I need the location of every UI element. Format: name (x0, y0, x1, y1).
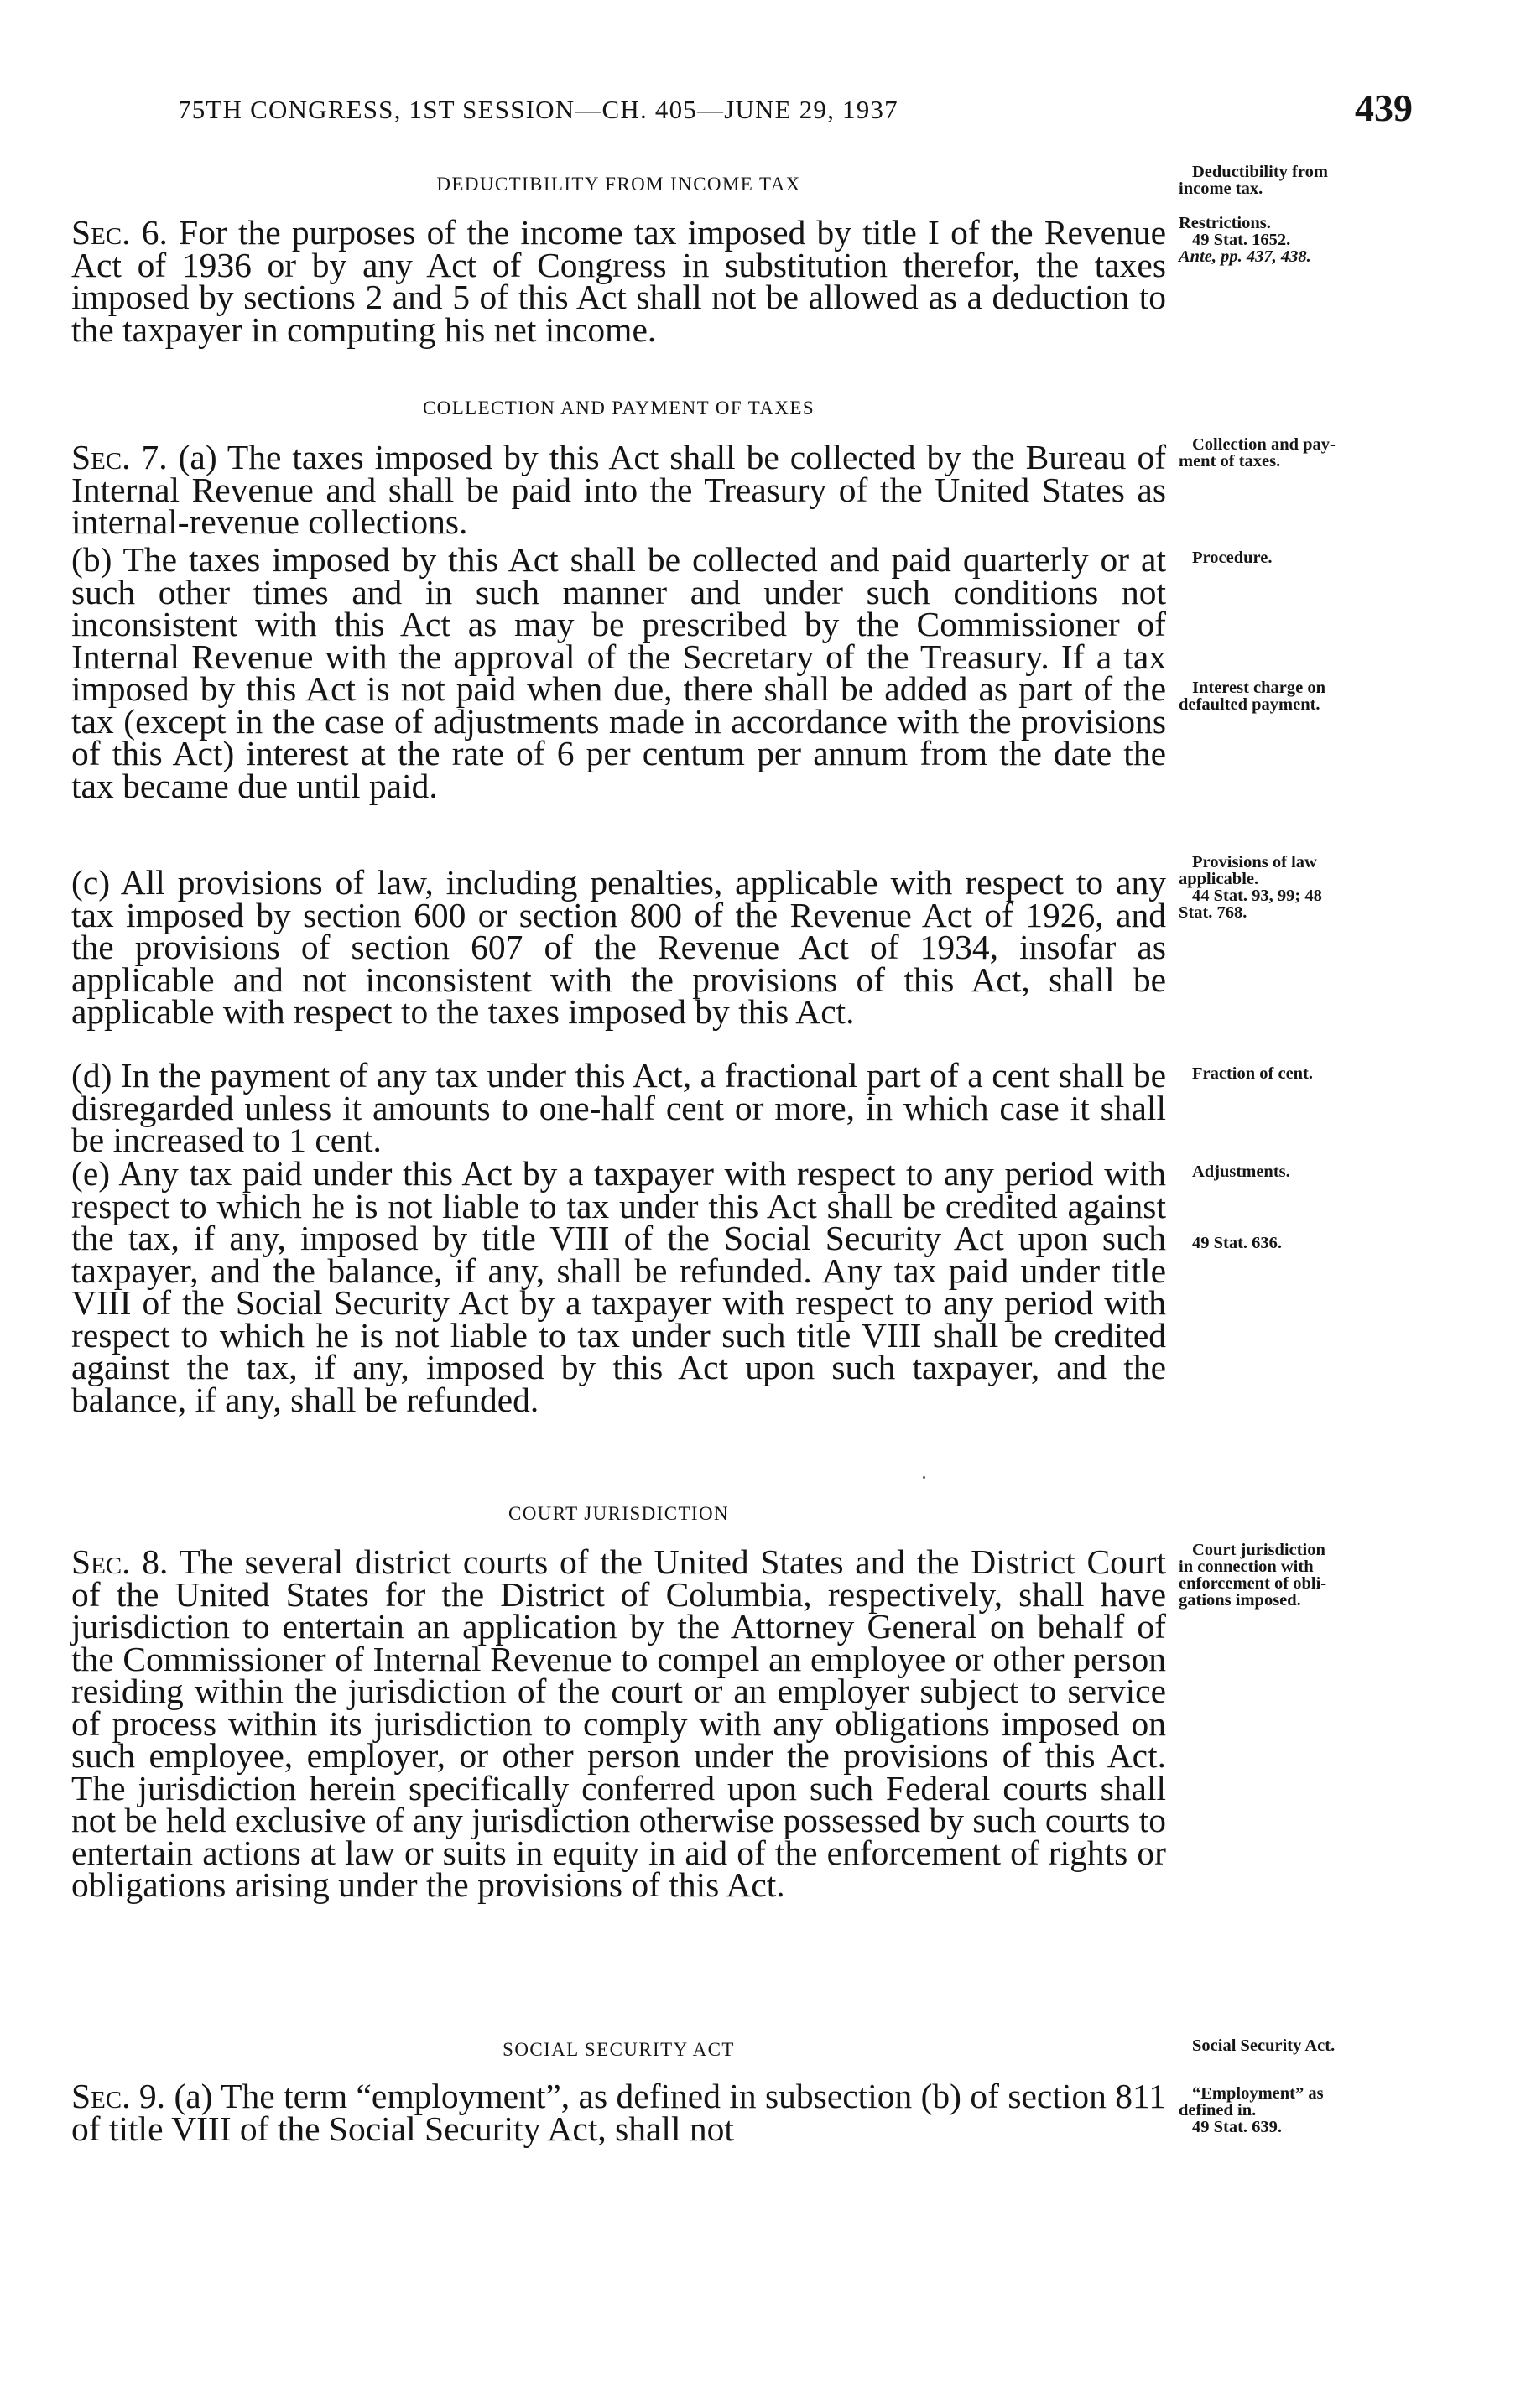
margin-note-line: Collection and pay- (1192, 435, 1336, 454)
margin-note-line: Procedure. (1192, 549, 1273, 567)
margin-note-line: gations imposed. (1179, 1591, 1301, 1610)
page-number: 439 (1355, 86, 1413, 129)
paragraph-sec-7b (71, 540, 1166, 805)
margin-note-line: Social Security Act. (1192, 2036, 1336, 2055)
margin-note-provisions (1179, 854, 1430, 921)
margin-note-restrictions (1179, 215, 1430, 265)
margin-note-line: income tax. (1179, 179, 1263, 198)
margin-note-citation: Stat. 768. (1179, 903, 1247, 922)
margin-note-line: “Employment” as (1192, 2084, 1324, 2103)
paragraph-sec-9 (71, 2077, 1167, 2148)
heading-collection: COLLECTION AND PAYMENT OF TAXES (422, 398, 815, 419)
paragraph-sec-7d (71, 1056, 1166, 1159)
section-label: Sec. 7. (71, 438, 168, 476)
margin-note-citation-636 (1179, 1235, 1430, 1251)
margin-note-deductibility (1179, 164, 1430, 197)
paragraph-sec-7c (71, 863, 1166, 1031)
stray-dot (923, 1476, 925, 1479)
paragraph-text: (c) All provisions of law, including penalties, applicable with respect to any tax imposed by section 600 or section 800 of the Revenue Act of 1926, and the provisions of section 607 of the Revenue Act of 1934, insofar as applicable and not inconsistent with the provisions of this Act, shall be applicable with respect to the taxes imposed by this Act. (71, 863, 1166, 1031)
margin-note-line: Court jurisdiction (1192, 1541, 1325, 1559)
margin-note-citation: 44 Stat. 93, 99; 48 (1192, 887, 1322, 905)
margin-note-line: defined in. (1179, 2101, 1257, 2119)
margin-note-line: Provisions of law (1192, 853, 1317, 871)
margin-note-social-security (1179, 2037, 1430, 2054)
heading-court-jurisdiction: COURT JURISDICTION (508, 1503, 729, 1524)
margin-note-interest (1179, 679, 1430, 713)
margin-note-line: Adjustments. (1192, 1162, 1290, 1181)
margin-note-fraction (1179, 1065, 1430, 1082)
margin-note-line: Deductibility from (1192, 163, 1328, 181)
paragraph-text: The several district courts of the United States and the District Court of the United States for the District of Columbia, respectively, shall have jurisdiction to entertain an application by the Attorney General on behalf of the Commissioner of Internal Revenue to compel an employee or other person residing within the jurisdiction of the court or an employer subject to service of process within its jurisdiction to comply with any obligations imposed on such employee, employer, or other person under the provisions of this Act. The jurisdiction herein specifically conferred upon such Federal courts shall not be held exclusive of any jurisdiction otherwise possessed by such courts to entertain actions at law or suits in equity in aid of the enforcement of rights or obligations arising under the provisions of this Act. (71, 1542, 1167, 1904)
margin-note-line: applicable. (1179, 870, 1259, 888)
margin-note-line: Interest charge on (1192, 679, 1326, 697)
margin-note-line: in connection with (1179, 1558, 1314, 1576)
margin-note-citation: 49 Stat. 1652. (1192, 231, 1291, 249)
margin-note-line: defaulted payment. (1179, 695, 1320, 714)
page-header (0, 0, 1531, 143)
paragraph-sec-8 (71, 1542, 1167, 1904)
margin-note-line: enforcement of obli- (1179, 1574, 1327, 1593)
heading-deductibility: DEDUCTIBILITY FROM INCOME TAX (436, 174, 801, 195)
margin-note-citation: 49 Stat. 636. (1192, 1234, 1283, 1252)
section-label: Sec. 8. (71, 1542, 169, 1581)
margin-note-collection (1179, 436, 1430, 470)
margin-note-adjustments (1179, 1163, 1430, 1180)
paragraph-text: (a) The taxes imposed by this Act shall be collected by the Bureau of Internal Revenue and shall be paid into the Treasury of the United States as internal-revenue collections. (71, 438, 1167, 541)
paragraph-sec-6 (71, 213, 1167, 349)
paragraph-sec-7e (71, 1154, 1166, 1419)
paragraph-text: (b) The taxes imposed by this Act shall be collected and paid quarterly or at such other times and in such manner and under such conditions not inconsistent with this Act as may be prescribed by the Commissioner of Internal Revenue with the approval of the Secretary of the Treasury. If a tax imposed by this Act is not paid when due, there shall be added as part of the tax (except in the case of adjustments made in accordance with the provisions of this Act) interest at the rate of 6 per centum per annum from the date the tax became due until paid. (71, 540, 1166, 805)
margin-note-line: ment of taxes. (1179, 452, 1281, 471)
margin-note-citation: Ante, pp. 437, 438. (1179, 247, 1311, 266)
margin-note-citation: 49 Stat. 639. (1192, 2118, 1283, 2136)
section-label: Sec. 6. (71, 213, 168, 252)
paragraph-text: For the purposes of the income tax imposed by title I of the Revenue Act of 1936 or by any Act of Congress in substitution therefor, the taxes imposed by sections 2 and 5 of this Act shall not be allowed as a deduction to the taxpayer in computing his net income. (71, 213, 1167, 349)
margin-note-procedure (1179, 549, 1430, 566)
margin-note-line: Fraction of cent. (1192, 1064, 1314, 1083)
paragraph-sec-7a (71, 438, 1167, 541)
paragraph-text: (e) Any tax paid under this Act by a taxpayer with respect to any period with respect to which he is not liable to tax under this Act shall be credited against the tax, if any, imposed by title VIII of the Social Security Act upon such taxpayer, and the balance, if any, shall be refunded. Any tax paid under title VIII of the Social Security Act by a taxpayer with respect to any period with respect to which he is not liable to tax under such title VIII shall be credited against the tax, if any, imposed by this Act upon such taxpayer, and the balance, if any, shall be refunded. (71, 1154, 1166, 1419)
margin-note-line: Restrictions. (1179, 214, 1271, 232)
section-label: Sec. 9. (71, 2077, 166, 2115)
paragraph-text: (a) The term “employment”, as defined in subsection (b) of section 811 of title VIII of the Social Security Act, shall not (71, 2077, 1167, 2148)
heading-social-security: SOCIAL SECURITY ACT (503, 2039, 735, 2060)
margin-note-court (1179, 1542, 1430, 1609)
running-head: 75TH CONGRESS, 1ST SESSION—CH. 405—JUNE 29, 1937 (178, 95, 898, 124)
margin-note-employment (1179, 2085, 1430, 2135)
paragraph-text: (d) In the payment of any tax under this Act, a fractional part of a cent shall be disregarded unless it amounts to one-half cent or more, in which case it shall be increased to 1 cent. (71, 1056, 1166, 1159)
